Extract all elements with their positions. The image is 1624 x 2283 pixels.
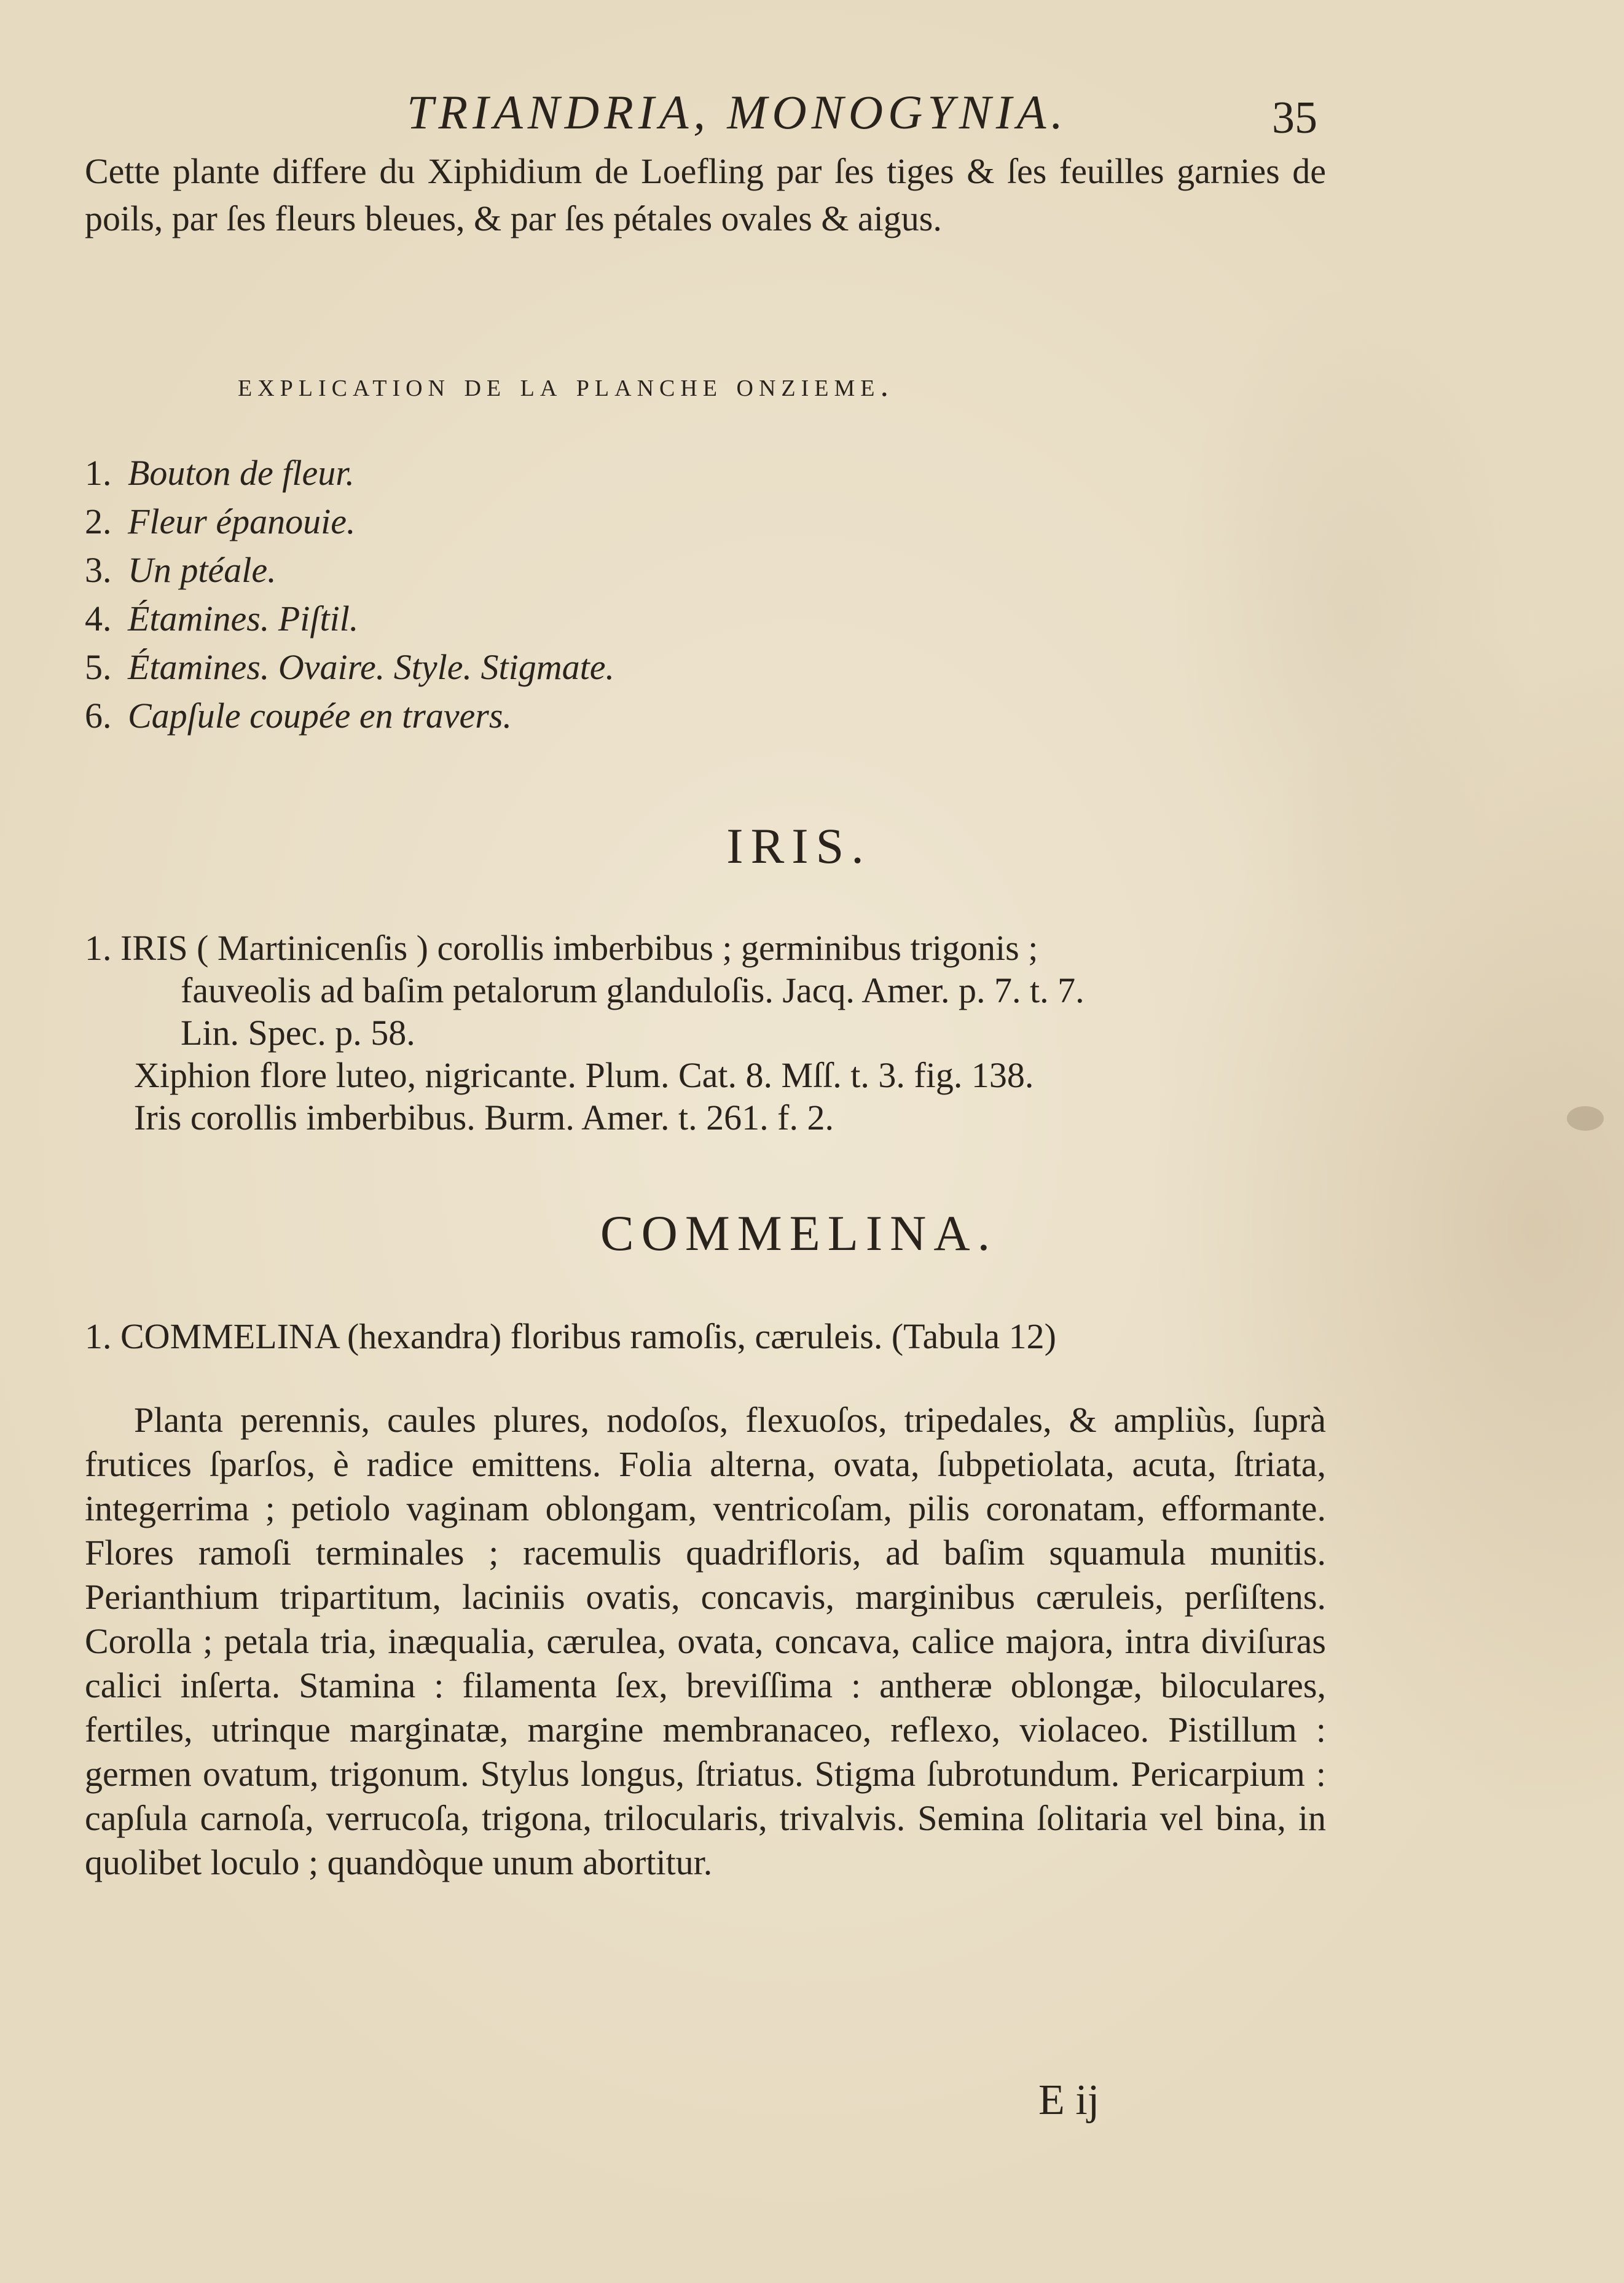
plate-explanation-list (85, 449, 1191, 740)
plate-item-number: 5. (85, 647, 112, 687)
commelina-description: Planta perennis, caules plures, nodoſos, flexuoſos, tripedales, & ampliùs, ſuprà frutices ſparſos, è radice emittens. Folia alterna, ovata, ſubpetiolata, acuta, ſtriata, integerrima ; petiolo vaginam oblongam, ventricoſam, pilis coronatam, efformante. Flores ramoſi terminales ; racemulis quadrifloris, ad baſim squamula munitis. Perianthium tripartitum, laciniis ovatis, concavis, marginibus cæruleis, perſiſtens. Corolla ; petala tria, inæqualia, cærulea, ovata, concava, calice majora, intra diviſuras calici inſerta. Stamina : filamenta ſex, breviſſima : antheræ oblongæ, biloculares, fertiles, utrinque marginatæ, margine membranaceo, reflexo, violaceo. Pistillum : germen ovatum, trigonum. Stylus longus, ſtriatus. Stigma ſubrotundum. Pericarpium : capſula carnoſa, verrucoſa, trigona, trilocularis, trivalvis. Semina ſolitaria vel bina, in quolibet loculo ; quandòque unum abortitur. (85, 1400, 1326, 1882)
intro-paragraph: Cette plante differe du Xiphidium de Loefling par ſes tiges & ſes feuilles garnies de poils, par ſes fleurs bleues, & par ſes pétales ovales & aigus. (85, 151, 1326, 238)
plate-item-text: Bouton de fleur. (128, 453, 355, 493)
paper-stain (1567, 1106, 1604, 1131)
plate-item-text: Étamines. Ovaire. Style. Stigmate. (128, 647, 614, 687)
plate-item-text: Fleur épanouie. (128, 501, 356, 541)
iris-synonym-line: Xiphion flore luteo, nigricante. Plum. Cat. 8. Mſſ. t. 3. fig. 138. (134, 1055, 1034, 1095)
plate-item (85, 546, 1191, 594)
page-number: 35 (1272, 93, 1317, 143)
running-head: TRIANDRIA, MONOGYNIA. (407, 85, 1068, 139)
iris-entry-line: fauveolis ad baſim petalorum glanduloſis. Jacq. Amer. p. 7. t. 7. (181, 970, 1085, 1010)
iris-entry-line: Lin. Spec. p. 58. (181, 1013, 415, 1053)
plate-heading: explication de la planche onzieme. (238, 366, 894, 403)
plate-item-number: 1. (85, 453, 112, 493)
plate-item-text: Un ptéale. (128, 550, 277, 590)
iris-heading: IRIS. (726, 818, 871, 874)
plate-item (85, 594, 1191, 643)
iris-entry-line: 1. IRIS ( Martinicenſis ) corollis imberbibus ; germinibus trigonis ; (85, 928, 1038, 968)
plate-item-number: 6. (85, 696, 112, 736)
plate-item (85, 643, 1191, 691)
plate-item-number: 2. (85, 501, 112, 541)
plate-item-text: Étamines. Piſtil. (128, 599, 359, 639)
plate-item-number: 3. (85, 550, 112, 590)
iris-synonym-line: Iris corollis imberbibus. Burm. Amer. t. 261. f. 2. (134, 1098, 834, 1138)
plate-item (85, 497, 1191, 546)
signature-mark: E ij (1038, 2077, 1100, 2124)
commelina-heading: COMMELINA. (600, 1205, 998, 1261)
plate-item (85, 691, 1191, 740)
plate-item-text: Capſule coupée en travers. (128, 696, 512, 736)
plate-item (85, 449, 1191, 497)
iris-entry (85, 927, 1326, 1139)
plate-item-number: 4. (85, 599, 112, 639)
commelina-entry-line: 1. COMMELINA (hexandra) floribus ramoſis, cæruleis. (Tabula 12) (85, 1316, 1056, 1356)
commelina-entry (85, 1315, 1326, 1358)
